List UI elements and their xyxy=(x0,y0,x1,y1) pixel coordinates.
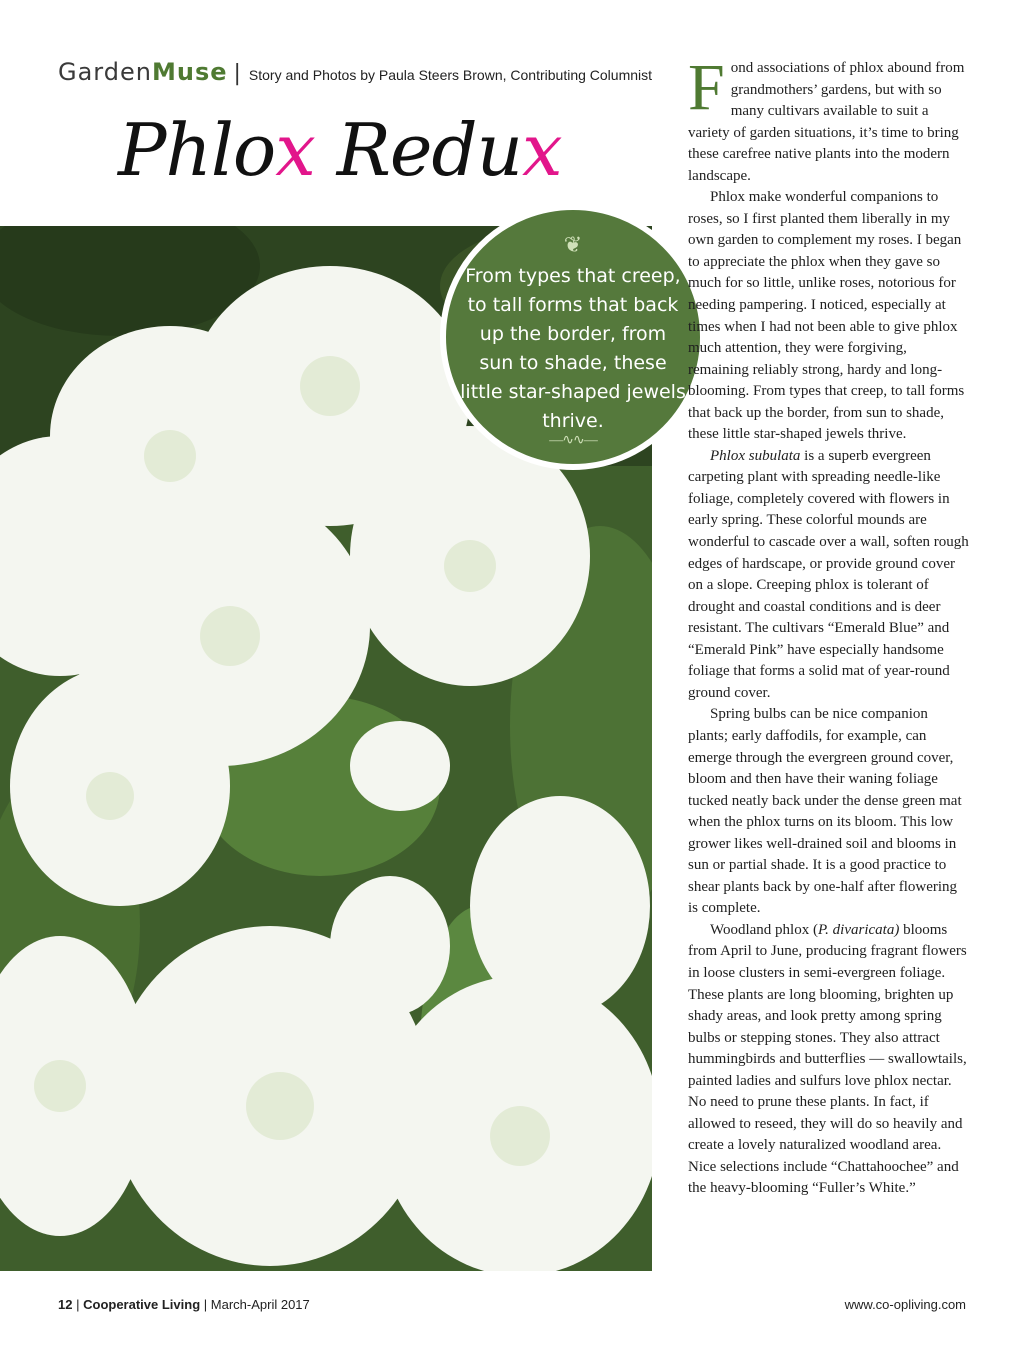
column-header xyxy=(58,58,652,86)
pull-quote-text: From types that creep, to tall forms that back up the border, from sun to shade, these little star-shaped jewels thrive. xyxy=(460,265,686,432)
header-divider: | xyxy=(233,61,241,86)
footer-folio: 12 | Cooperative Living | March-April 2017 xyxy=(58,1297,310,1312)
byline: Story and Photos by Paula Steers Brown, Contributing Columnist xyxy=(248,67,653,83)
article-title: Phlox Redux xyxy=(118,108,562,192)
paragraph-3: Phlox subulata is a superb evergreen carpeting plant with spreading needle-like foliage, completely covered with flowers in early spring. These colorful mounds are wonderful to cascade over a wall, soften rough edges of hardscape, or provide ground cover on a slope. Creeping phlox is tolerant of drought and coastal conditions and is deer resistant. The cultivars “Emerald Blue” and “Emerald Pink” have especially handsome foliage that forms a solid mat of year-round ground cover. xyxy=(688,447,969,701)
paragraph-1: Fond associations of phlox abound from grandmothers’ gardens, but with so many cultivars available to suit a variety of garden situations, it’s time to bring these carefree native plants into the modern landscape. xyxy=(688,51,965,184)
flourish-ornament: —∿∿— xyxy=(549,433,597,448)
article-body xyxy=(688,51,970,1200)
garden-muse-logo: GardenMuse xyxy=(58,58,228,86)
oak-leaf-acorn-icon: ❦ xyxy=(563,232,583,257)
footer-url[interactable]: www.co-opliving.com xyxy=(844,1297,966,1312)
paragraph-5: Woodland phlox (P. divaricata) blooms from April to June, producing fragrant flowers in loose clusters in semi-evergreen foliage. These plants are long blooming, brighten up shady areas, and look pretty among spring bulbs or stepping stones. They also attract hummingbirds and butterflies — swallowtails, painted ladies and sulfurs love phlox nectar. No need to prune these plants. In fact, if allowed to reseed, they will do so heavily and create a lovely naturalized woodland area. Nice selections include “Chattahoochee” and the heavy-blooming “Fuller’s White.” xyxy=(688,921,967,1197)
drop-cap: F xyxy=(688,51,725,124)
paragraph-4: Spring bulbs can be nice companion plants; early daffodils, for example, can emerge through the evergreen ground cover, bloom and then have their waning foliage tucked neatly back under the dense green mat when the phlox turns on its bloom. This low grower likes well-drained soil and blooms in sun or partial shade. It is a good practice to shear plants back by one-half after flowering is complete. xyxy=(688,706,962,917)
paragraph-2: Phlox make wonderful companions to roses, so I first planted them liberally in my own garden to complement my roses. I began to appreciate the phlox when they gave so much for so little, unlike roses, notorious for needing pampering. I noticed, especially at times when I had not been able to give phlox much attention, they were forgiving, remaining reliably strong, hardy and long-blooming. From types that creep, to tall forms that back up the border, from sun to shade, these little star-shaped jewels thrive. xyxy=(688,189,965,443)
pull-quote xyxy=(440,204,706,470)
